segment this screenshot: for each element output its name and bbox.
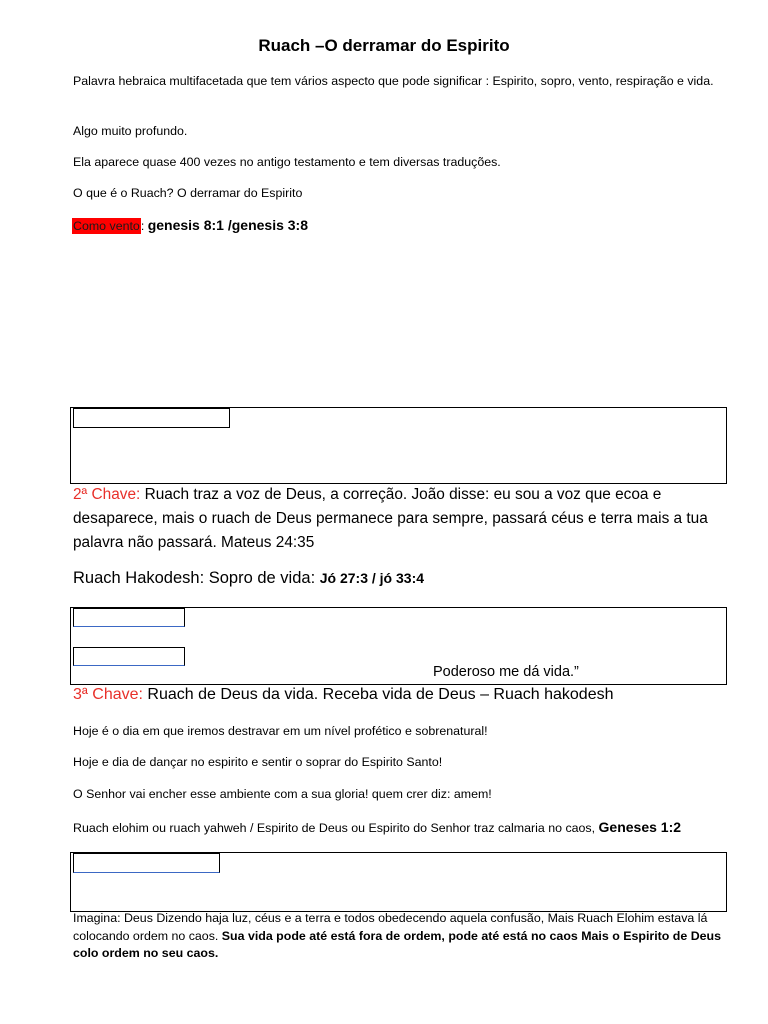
chave-2-paragraph <box>73 483 723 555</box>
chave-3-text: Ruach de Deus da vida. Receba vida de Deus – Ruach hakodesh <box>142 686 614 703</box>
chave-2-label: 2ª Chave: <box>73 486 141 503</box>
paragraph-o-que-e: O que é o Ruach? O derramar do Espirito <box>73 186 303 200</box>
box-2-tab-2 <box>73 647 185 666</box>
paragraph-senhor: O Senhor vai encher esse ambiente com a sua gloria! quem crer diz: amem! <box>73 787 492 801</box>
hakodesh-refs: Jó 27:3 / jó 33:4 <box>319 570 425 586</box>
chave-3-heading <box>73 686 614 704</box>
elohim-text: Ruach elohim ou ruach yahweh / Espirito de Deus ou Espirito do Senhor traz calmaria no caos, <box>73 821 599 835</box>
vento-refs: genesis 8:1 /genesis 3:8 <box>147 217 309 233</box>
chave-3-label: 3ª Chave: <box>73 686 143 703</box>
hakodesh-text: Ruach Hakodesh: Sopro de vida: <box>73 569 320 587</box>
paragraph-elohim <box>73 818 681 838</box>
paragraph-hoje-2: Hoje e dia de dançar no espirito e sentir o soprar do Espirito Santo! <box>73 755 443 769</box>
box-2-text: Poderoso me dá vida.” <box>433 664 579 680</box>
content-box-3 <box>70 852 727 912</box>
vento-highlight: Como vento <box>73 219 140 233</box>
content-box-2 <box>70 607 727 685</box>
content-box-1 <box>70 407 727 484</box>
paragraph-400-vezes: Ela aparece quase 400 vezes no antigo testamento e tem diversas traduções. <box>73 155 501 169</box>
box-1-tab <box>73 408 230 428</box>
chave-2-text: Ruach traz a voz de Deus, a correção. João disse: eu sou a voz que ecoa e desaparece, mais o ruach de Deus permanece para sempre, passará céus e terra mais a tua palavra não passará. Mateus 24:35 <box>73 486 708 551</box>
paragraph-hoje-1: Hoje é o dia em que iremos destravar em um nível profético e sobrenatural! <box>73 724 488 738</box>
paragraph-imagina <box>73 910 723 963</box>
page-title: Ruach –O derramar do Espirito <box>258 36 510 55</box>
vento-line <box>72 216 308 236</box>
imagina-bold: Sua vida pode até está fora de ordem, pode até está no caos Mais o Espirito de Deus colo ordem no seu caos. <box>73 928 721 960</box>
box-3-tab <box>73 853 220 873</box>
vento-separator: : <box>140 219 148 233</box>
elohim-ref: Geneses 1:2 <box>598 819 682 835</box>
hakodesh-heading <box>73 569 424 588</box>
paragraph-profundo: Algo muito profundo. <box>73 124 188 138</box>
box-2-tab-1 <box>73 608 185 627</box>
intro-paragraph: Palavra hebraica multifacetada que tem vários aspecto que pode significar : Espirito, sopro, vento, respiração e vida. <box>73 74 714 88</box>
imagina-text: Imagina: Deus Dizendo haja luz, céus e a terra e todos obedecendo aquela confusão, Mais Ruach Elohim estava lá colocando ordem no caos. <box>73 911 708 943</box>
